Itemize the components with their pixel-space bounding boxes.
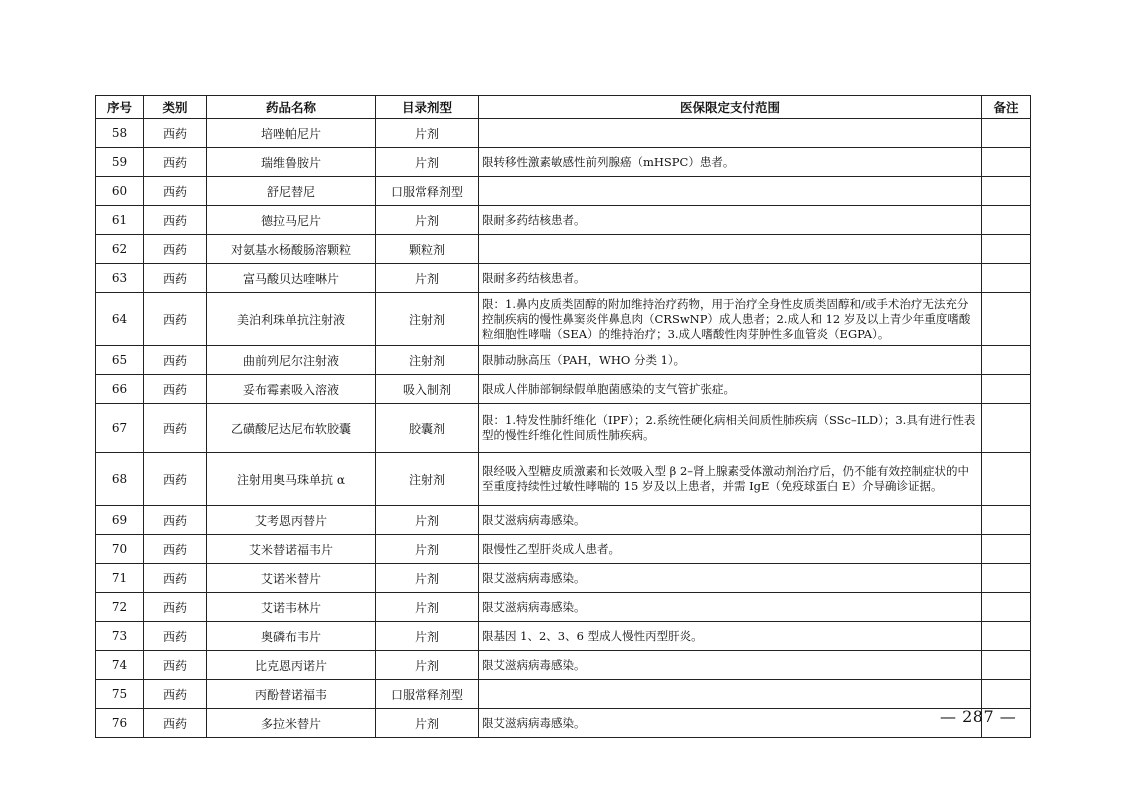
cell-category: 西药 [144, 148, 207, 177]
cell-payment-scope [479, 235, 982, 264]
cell-no: 74 [96, 651, 144, 680]
cell-drug-name: 艾诺米替片 [207, 564, 376, 593]
table-row [96, 264, 1031, 293]
cell-payment-scope: 限艾滋病病毒感染。 [479, 651, 982, 680]
cell-payment-scope: 限艾滋病病毒感染。 [479, 506, 982, 535]
table-row [96, 535, 1031, 564]
cell-remarks [982, 346, 1031, 375]
cell-payment-scope: 限：1.特发性肺纤维化（IPF）；2.系统性硬化病相关间质性肺疾病（SSc–ILD）；3.具有进行性表型的慢性纤维化性间质性肺疾病。 [479, 404, 982, 453]
cell-payment-scope: 限基因 1、2、3、6 型成人慢性丙型肝炎。 [479, 622, 982, 651]
cell-drug-name: 艾米替诺福韦片 [207, 535, 376, 564]
cell-no: 68 [96, 453, 144, 506]
cell-dosage-form: 片剂 [376, 622, 479, 651]
cell-payment-scope: 限：1.鼻内皮质类固醇的附加维持治疗药物，用于治疗全身性皮质类固醇和/或手术治疗无法充分控制疾病的慢性鼻窦炎伴鼻息肉（CRSwNP）成人患者；2.成人和 12 岁及以上青少年重度嗜酸粒细胞性哮喘（SEA）的维持治疗；3.成人嗜酸性肉芽肿性多血管炎（EGPA）。 [479, 293, 982, 346]
cell-payment-scope: 限成人伴肺部铜绿假单胞菌感染的支气管扩张症。 [479, 375, 982, 404]
header-no: 序号 [96, 96, 144, 119]
table-header-row [96, 96, 1031, 119]
cell-drug-name: 培唑帕尼片 [207, 119, 376, 148]
cell-remarks [982, 622, 1031, 651]
cell-remarks [982, 564, 1031, 593]
cell-remarks [982, 235, 1031, 264]
cell-no: 64 [96, 293, 144, 346]
cell-drug-name: 富马酸贝达喹啉片 [207, 264, 376, 293]
cell-no: 71 [96, 564, 144, 593]
table-row [96, 680, 1031, 709]
cell-remarks [982, 404, 1031, 453]
cell-category: 西药 [144, 375, 207, 404]
table-row [96, 622, 1031, 651]
cell-drug-name: 对氨基水杨酸肠溶颗粒 [207, 235, 376, 264]
cell-category: 西药 [144, 177, 207, 206]
cell-payment-scope: 限艾滋病病毒感染。 [479, 593, 982, 622]
table-row [96, 235, 1031, 264]
cell-no: 73 [96, 622, 144, 651]
table-row [96, 206, 1031, 235]
table-row [96, 148, 1031, 177]
cell-dosage-form: 片剂 [376, 593, 479, 622]
page-number: — 287 — [940, 707, 1017, 726]
cell-dosage-form: 颗粒剂 [376, 235, 479, 264]
cell-drug-name: 丙酚替诺福韦 [207, 680, 376, 709]
cell-drug-name: 德拉马尼片 [207, 206, 376, 235]
cell-dosage-form: 片剂 [376, 564, 479, 593]
header-payment-scope: 医保限定支付范围 [479, 96, 982, 119]
cell-category: 西药 [144, 346, 207, 375]
cell-remarks [982, 453, 1031, 506]
cell-dosage-form: 片剂 [376, 535, 479, 564]
cell-drug-name: 曲前列尼尔注射液 [207, 346, 376, 375]
cell-payment-scope [479, 177, 982, 206]
cell-dosage-form: 片剂 [376, 119, 479, 148]
cell-category: 西药 [144, 680, 207, 709]
table-row [96, 293, 1031, 346]
cell-category: 西药 [144, 235, 207, 264]
cell-payment-scope [479, 680, 982, 709]
cell-drug-name: 妥布霉素吸入溶液 [207, 375, 376, 404]
cell-no: 69 [96, 506, 144, 535]
cell-drug-name: 艾诺韦林片 [207, 593, 376, 622]
cell-remarks [982, 206, 1031, 235]
cell-remarks [982, 148, 1031, 177]
cell-payment-scope: 限转移性激素敏感性前列腺癌（mHSPC）患者。 [479, 148, 982, 177]
cell-no: 72 [96, 593, 144, 622]
cell-category: 西药 [144, 709, 207, 738]
drug-list-table [95, 95, 1031, 738]
cell-dosage-form: 片剂 [376, 709, 479, 738]
cell-dosage-form: 口服常释剂型 [376, 177, 479, 206]
cell-dosage-form: 注射剂 [376, 453, 479, 506]
cell-category: 西药 [144, 293, 207, 346]
table-row [96, 651, 1031, 680]
cell-payment-scope: 限经吸入型糖皮质激素和长效吸入型 β 2–肾上腺素受体激动剂治疗后，仍不能有效控制症状的中至重度持续性过敏性哮喘的 15 岁及以上患者，并需 IgE（免疫球蛋白 E）介导确诊证据。 [479, 453, 982, 506]
cell-no: 62 [96, 235, 144, 264]
cell-category: 西药 [144, 593, 207, 622]
cell-remarks [982, 293, 1031, 346]
cell-category: 西药 [144, 651, 207, 680]
cell-category: 西药 [144, 119, 207, 148]
table-row [96, 177, 1031, 206]
table-row [96, 564, 1031, 593]
cell-dosage-form: 胶囊剂 [376, 404, 479, 453]
table-body [96, 119, 1031, 738]
cell-dosage-form: 注射剂 [376, 346, 479, 375]
cell-drug-name: 注射用奥马珠单抗 α [207, 453, 376, 506]
cell-drug-name: 多拉米替片 [207, 709, 376, 738]
cell-payment-scope: 限肺动脉高压（PAH，WHO 分类 1）。 [479, 346, 982, 375]
cell-no: 58 [96, 119, 144, 148]
cell-drug-name: 奥磷布韦片 [207, 622, 376, 651]
header-remarks: 备注 [982, 96, 1031, 119]
cell-no: 75 [96, 680, 144, 709]
cell-payment-scope: 限耐多药结核患者。 [479, 264, 982, 293]
cell-payment-scope: 限耐多药结核患者。 [479, 206, 982, 235]
cell-dosage-form: 片剂 [376, 264, 479, 293]
cell-no: 59 [96, 148, 144, 177]
cell-drug-name: 舒尼替尼 [207, 177, 376, 206]
cell-remarks [982, 177, 1031, 206]
cell-drug-name: 瑞维鲁胺片 [207, 148, 376, 177]
cell-remarks [982, 375, 1031, 404]
table-row [96, 375, 1031, 404]
cell-category: 西药 [144, 264, 207, 293]
cell-category: 西药 [144, 506, 207, 535]
cell-no: 65 [96, 346, 144, 375]
cell-no: 63 [96, 264, 144, 293]
cell-dosage-form: 片剂 [376, 206, 479, 235]
cell-remarks [982, 535, 1031, 564]
table-row [96, 593, 1031, 622]
cell-dosage-form: 口服常释剂型 [376, 680, 479, 709]
header-category: 类别 [144, 96, 207, 119]
cell-drug-name: 艾考恩丙替片 [207, 506, 376, 535]
table-row [96, 453, 1031, 506]
table-row [96, 709, 1031, 738]
cell-no: 76 [96, 709, 144, 738]
cell-category: 西药 [144, 453, 207, 506]
cell-payment-scope [479, 119, 982, 148]
cell-no: 70 [96, 535, 144, 564]
table-row [96, 404, 1031, 453]
cell-payment-scope: 限艾滋病病毒感染。 [479, 564, 982, 593]
cell-dosage-form: 片剂 [376, 148, 479, 177]
cell-category: 西药 [144, 535, 207, 564]
cell-drug-name: 比克恩丙诺片 [207, 651, 376, 680]
header-dosage-form: 目录剂型 [376, 96, 479, 119]
cell-drug-name: 美泊利珠单抗注射液 [207, 293, 376, 346]
cell-no: 61 [96, 206, 144, 235]
cell-payment-scope: 限慢性乙型肝炎成人患者。 [479, 535, 982, 564]
cell-category: 西药 [144, 564, 207, 593]
cell-dosage-form: 片剂 [376, 651, 479, 680]
cell-remarks [982, 264, 1031, 293]
cell-category: 西药 [144, 206, 207, 235]
cell-category: 西药 [144, 622, 207, 651]
cell-no: 67 [96, 404, 144, 453]
header-drug-name: 药品名称 [207, 96, 376, 119]
cell-dosage-form: 注射剂 [376, 293, 479, 346]
cell-remarks [982, 119, 1031, 148]
cell-remarks [982, 506, 1031, 535]
table-row [96, 506, 1031, 535]
table-row [96, 119, 1031, 148]
cell-category: 西药 [144, 404, 207, 453]
cell-drug-name: 乙磺酸尼达尼布软胶囊 [207, 404, 376, 453]
cell-remarks [982, 593, 1031, 622]
cell-remarks [982, 651, 1031, 680]
cell-dosage-form: 片剂 [376, 506, 479, 535]
cell-no: 66 [96, 375, 144, 404]
table-row [96, 346, 1031, 375]
cell-dosage-form: 吸入制剂 [376, 375, 479, 404]
cell-no: 60 [96, 177, 144, 206]
cell-payment-scope: 限艾滋病病毒感染。 [479, 709, 982, 738]
cell-remarks [982, 680, 1031, 709]
